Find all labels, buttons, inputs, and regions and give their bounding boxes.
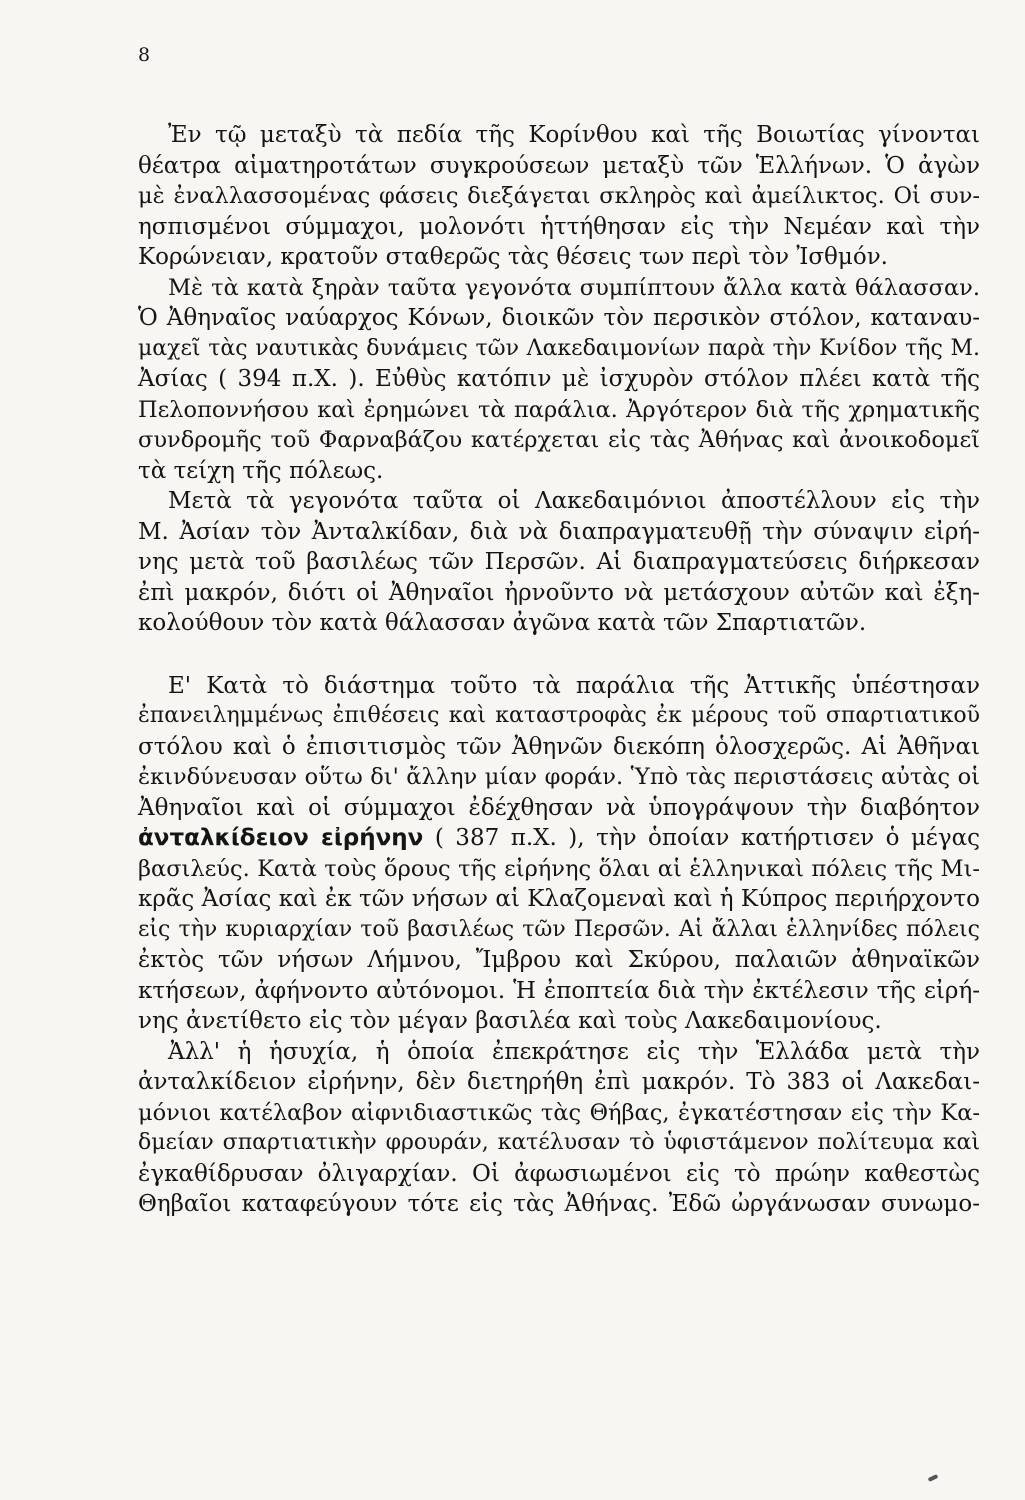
page-number: 8 bbox=[138, 44, 151, 66]
text-line: κρᾶς Ἀσίας καὶ ἐκ τῶν νήσων αἱ Κλαζομεναὶ καὶ ἡ Κύπρος περιήρχοντο bbox=[138, 886, 980, 912]
text-line: Μ. Ἀσίαν τὸν Ἀνταλκίδαν, διὰ νὰ διαπραγματευθῇ τὴν σύναψιν εἰρή- bbox=[138, 518, 980, 545]
bold-term: ἀνταλκίδειον εἰρήνην bbox=[138, 825, 424, 851]
text-line: ησπισμένοι σύμμαχοι, μολονότι ἡττήθησαν εἰς τὴν Νεμέαν καὶ τὴν bbox=[138, 213, 980, 240]
text-line: ἐπὶ μακρόν, διότι οἱ Ἀθηναῖοι ἠρνοῦντο νὰ μετάσχουν αὐτῶν καὶ ἐξη- bbox=[138, 579, 980, 606]
section-gap bbox=[138, 639, 980, 671]
text-line: βασιλεύς. Κατὰ τοὺς ὅρους τῆς εἰρήνης ὅλαι αἱ ἑλληνικαὶ πόλεις τῆς Μι- bbox=[138, 855, 980, 882]
paragraph-4 bbox=[138, 671, 980, 1037]
text-line: Μὲ τὰ κατὰ ξηρὰν ταῦτα γεγονότα συμπίπτουν ἄλλα κατὰ θάλασσαν. bbox=[168, 274, 980, 301]
text-line: δμείαν σπαρτιατικὴν φρουράν, κατέλυσαν τὸ ὑφιστάμενον πολίτευμα καὶ bbox=[138, 1130, 980, 1155]
paragraph-3 bbox=[138, 486, 980, 639]
text-line: ἀνταλκίδειον εἰρήνην, δὲν διετηρήθη ἐπὶ μακρόν. Τὸ 383 οἱ Λακεδαι- bbox=[138, 1069, 980, 1095]
text-line: ἐπανειλημμένως ἐπιθέσεις καὶ καταστροφὰς ἐκ μέρους τοῦ σπαρτιατικοῦ bbox=[138, 703, 980, 728]
text-line: ἐκτὸς τῶν νήσων Λήμνου, Ἴμβρου καὶ Σκύρου, παλαιῶν ἀθηναϊκῶν bbox=[138, 947, 980, 973]
text-line: Μετὰ τὰ γεγονότα ταῦτα οἱ Λακεδαιμόνιοι ἀποστέλλουν εἰς τὴν bbox=[168, 488, 980, 514]
paragraph-1 bbox=[138, 120, 980, 273]
text-line: Ἀθηναῖοι καὶ οἱ σύμμαχοι ἐδέχθησαν νὰ ὑπογράψουν τὴν διαβόητον bbox=[138, 794, 980, 821]
text-line: Ἀλλ' ἡ ἡσυχία, ἡ ὁποία ἐπεκράτησε εἰς τὴν Ἑλλάδα μετὰ τὴν bbox=[168, 1038, 980, 1065]
ink-speck bbox=[928, 1474, 939, 1482]
text-line: θέατρα αἱματηροτάτων συγκρούσεων μεταξὺ τῶν Ἑλλήνων. Ὁ ἀγὼν bbox=[138, 152, 980, 179]
text-line: ἐγκαθίδρυσαν ὀλιγαρχίαν. Οἱ ἀφωσιωμένοι εἰς τὸ πρώην καθεστὼς bbox=[138, 1160, 980, 1187]
text-line: Κορώνειαν, κρατοῦν σταθερῶς τὰς θέσεις των περὶ τὸν Ἰσθμόν. bbox=[138, 244, 888, 270]
text-line: Θηβαῖοι καταφεύγουν τότε εἰς τὰς Ἀθήνας. Ἐδῶ ὠργάνωσαν συνωμο- bbox=[138, 1191, 980, 1217]
text-line: στόλου καὶ ὁ ἐπισιτισμὸς τῶν Ἀθηνῶν διεκόπη ὁλοσχερῶς. Αἱ Ἀθῆναι bbox=[138, 733, 980, 760]
paragraph-2 bbox=[138, 273, 980, 487]
text-line: Ε' Κατὰ τὸ διάστημα τοῦτο τὰ παράλια τῆς Ἀττικῆς ὑπέστησαν bbox=[168, 672, 980, 699]
text-line: Πελοποννήσου καὶ ἐρημώνει τὰ παράλια. Ἀργότερον διὰ τῆς χρηματικῆς bbox=[138, 396, 980, 423]
text-line: ἐκινδύνευσαν οὕτω δι' ἄλλην μίαν φοράν. Ὑπὸ τὰς περιστάσεις αὐτὰς οἱ bbox=[138, 764, 980, 790]
text-span: ( 387 π.Χ. ), τὴν ὁποίαν κατήρτισεν ὁ μέγας bbox=[434, 825, 981, 851]
text-line: κτήσεων, ἀφήνοντο αὐτόνομοι. Ἡ ἐποπτεία διὰ τὴν ἐκτέλεσιν τῆς εἰρή- bbox=[138, 977, 980, 1004]
text-line: συνδρομῆς τοῦ Φαρναβάζου κατέρχεται εἰς τὰς Ἀθήνας καὶ ἀνοικοδομεῖ bbox=[138, 427, 980, 453]
text-line: Ὁ Ἀθηναῖος ναύαρχος Κόνων, διοικῶν τὸν περσικὸν στόλον, καταναυ- bbox=[138, 305, 980, 331]
text-line: Ἀσίας ( 394 π.Χ. ). Εὐθὺς κατόπιν μὲ ἰσχυρὸν στόλον πλέει κατὰ τῆς bbox=[138, 366, 980, 392]
text-line: εἰς τὴν κυριαρχίαν τοῦ βασιλέως τῶν Περσῶν. Αἱ ἄλλαι ἑλληνίδες πόλεις bbox=[138, 916, 980, 942]
text-line: Ἐν τῷ μεταξὺ τὰ πεδία τῆς Κορίνθου καὶ τῆς Βοιωτίας γίνονται bbox=[168, 122, 980, 148]
text-line: τὰ τείχη τῆς πόλεως. bbox=[138, 457, 384, 484]
text-line: νης ἀνετίθετο εἰς τὸν μέγαν βασιλέα καὶ τοὺς Λακεδαιμονίους. bbox=[138, 1008, 882, 1034]
text-line: μαχεῖ τὰς ναυτικὰς δυνάμεις τῶν Λακεδαιμονίων παρὰ τὴν Κνίδον τῆς Μ. bbox=[138, 335, 980, 361]
body-text bbox=[138, 120, 980, 1220]
text-line: κολούθουν τὸν κατὰ θάλασσαν ἀγῶνα κατὰ τῶν Σπαρτιατῶν. bbox=[138, 610, 867, 636]
text-line: νης μετὰ τοῦ βασιλέως τῶν Περσῶν. Αἱ διαπραγματεύσεις διήρκεσαν bbox=[138, 549, 980, 575]
text-line: μόνιοι κατέλαβον αἰφνιδιαστικῶς τὰς Θήβας, ἐγκατέστησαν εἰς τὴν Κα- bbox=[138, 1099, 980, 1126]
paragraph-5 bbox=[138, 1037, 980, 1220]
text-line bbox=[138, 823, 980, 854]
text-line: μὲ ἐναλλασσομένας φάσεις διεξάγεται σκληρὸς καὶ ἀμείλικτος. Οἱ συν- bbox=[138, 183, 980, 209]
